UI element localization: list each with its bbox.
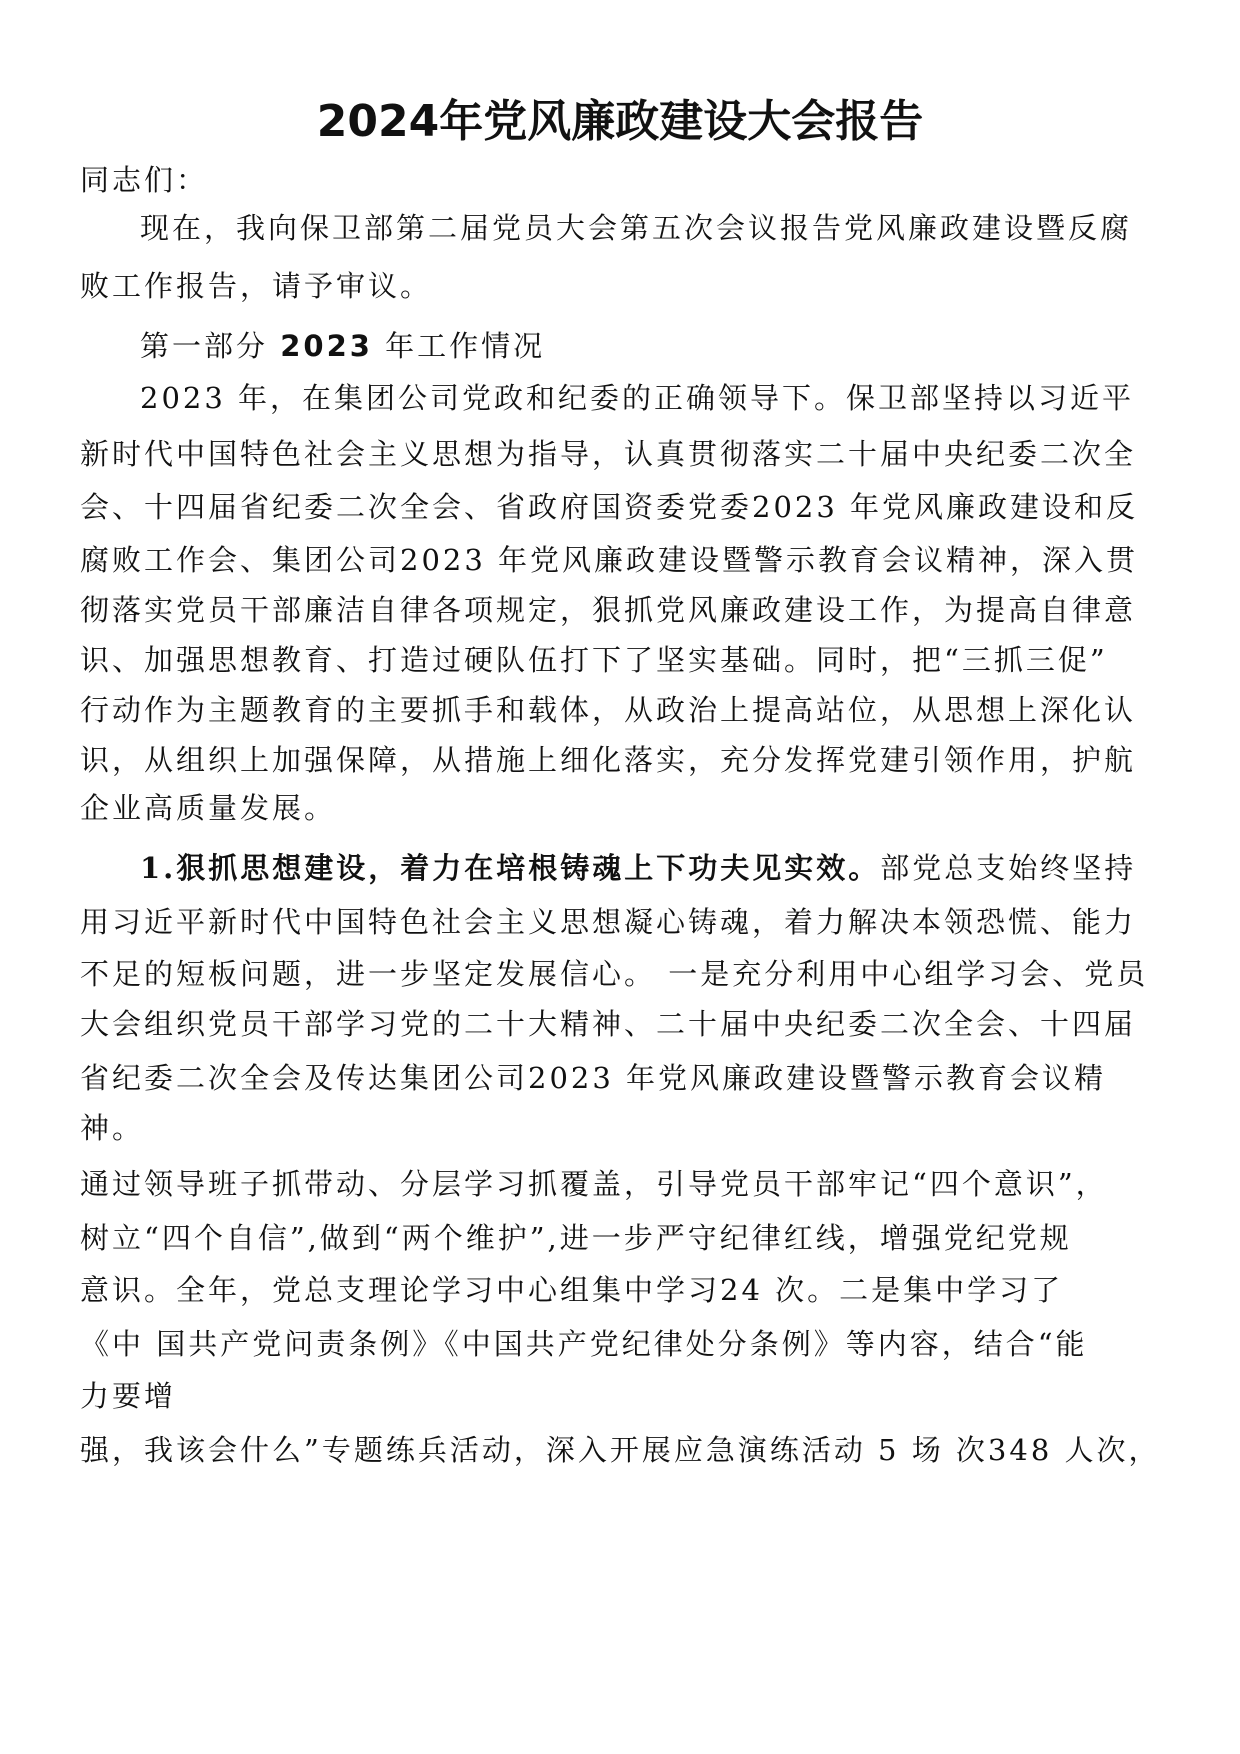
para2-line: 省纪委二次全会及传达集团公司2023 年党风廉政建设暨警示教育会议精: [80, 1061, 1107, 1095]
para2-line: 树立“四个自信”,做到“两个维护”,进一步严守纪律红线，增强党纪党规: [80, 1221, 1072, 1255]
para2-line: 不足的短板问题，进一步坚定发展信心。 一是充分利用中心组学习会、党员: [80, 957, 1149, 991]
para1-line: 识，从组织上加强保障，从措施上细化落实，充分发挥党建引领作用，护航: [80, 743, 1137, 777]
para1-line: 腐败工作会、集团公司2023 年党风廉政建设暨警示教育会议精神，深入贯: [80, 543, 1139, 577]
para1-line: 企业高质量发展。: [80, 791, 337, 825]
para1-line: 2023 年，在集团公司党政和纪委的正确领导下。保卫部坚持以习近平: [140, 381, 1135, 415]
para1-line: 会、十四届省纪委二次全会、省政府国资委党委2023 年党风廉政建设和反: [80, 490, 1139, 524]
para2-first-line: [140, 848, 1136, 888]
para1-line: 行动作为主题教育的主要抓手和载体，从政治上提高站位，从思想上深化认: [80, 693, 1137, 727]
intro-line: 现在，我向保卫部第二届党员大会第五次会议报告党风廉政建设暨反腐: [140, 211, 1133, 245]
para2-line: 强，我该会什么”专题练兵活动，深入开展应急演练活动 5 场 次348 人次，: [80, 1433, 1161, 1467]
salutation: 同志们：: [80, 163, 209, 197]
para2-heading: 1.狠抓思想建设，着力在培根铸魂上下功夫见实效。: [140, 851, 881, 885]
section-heading-year: 2023: [280, 329, 373, 363]
para1-line: 新时代中国特色社会主义思想为指导，认真贯彻落实二十届中央纪委二次全: [80, 437, 1137, 471]
section-heading-suffix: 年工作情况: [372, 329, 546, 363]
section-heading: [140, 326, 545, 366]
document-title: 2024年党风廉政建设大会报告: [316, 96, 924, 147]
para2-line: 《中 国共产党问责条例》《中国共产党纪律处分条例》等内容，结合“能: [80, 1327, 1088, 1361]
section-heading-prefix: 第一部分: [140, 329, 281, 363]
para2-line: 大会组织党员干部学习党的二十大精神、二十届中央纪委二次全会、十四届: [80, 1007, 1137, 1041]
para1-line: 彻落实党员干部廉洁自律各项规定，狠抓党风廉政建设工作，为提高自律意: [80, 593, 1137, 627]
intro-line: 败工作报告，请予审议。: [80, 269, 433, 303]
para2-line: 神。: [80, 1111, 145, 1145]
para2-line: 意识。全年，党总支理论学习中心组集中学习24 次。二是集中学习了: [80, 1273, 1064, 1307]
para2-line: 通过领导班子抓带动、分层学习抓覆盖，引导党员干部牢记“四个意识”，: [80, 1167, 1108, 1201]
para2-line: 用习近平新时代中国特色社会主义思想凝心铸魂，着力解决本领恐慌、能力: [80, 905, 1137, 939]
para2-line: 力要增: [80, 1379, 177, 1413]
para2-first-rest: 部党总支始终坚持: [880, 851, 1137, 885]
para1-line: 识、加强思想教育、打造过硬队伍打下了坚实基础。同时，把“三抓三促”: [80, 643, 1108, 677]
